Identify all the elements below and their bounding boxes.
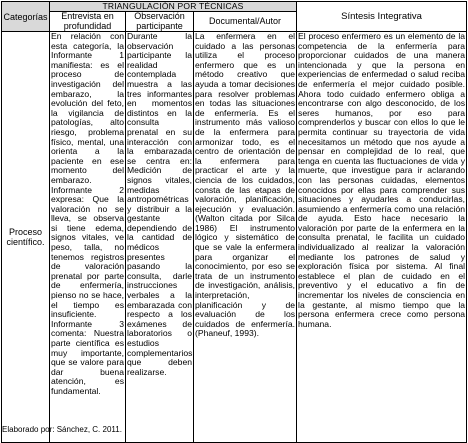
documental-cell (194, 32, 297, 443)
interview-text: En relación con esta categoría, la Informante 1 manifiesta: es el proceso de investigación del embarazo, la evolución del feto, la vigilancia de patologías, alto riesgo, problema físico, mental, una orienta a la paciente en ese momento del embarazo. Informante 2 expresa: Que la valoración no se lleva, se observa si tiene edema, signos vitales, ve peso, talla, no tenemos registros de valoración prenatal por parte de enfermería, pienso no se hace, el tiempo es insuficiente. Informante 3 comenta: Nuestra parte científica es muy importante, que se valore para dar buena atención, es fundamental. (51, 31, 124, 396)
header-synthesis: Síntesis Integrativa (297, 2, 467, 32)
header-observation: Observación participante (126, 12, 194, 32)
documental-text: La enfermera en el cuidado a las personas utiliza el proceso enfermero que es un método creativo que ayuda a tomar decisiones para resolver problemas en todas las situaciones de enfermería. Es el instrumento más valioso de la enfermera para armonizar todo, es el centro de orientación de la enfermera para practicar el arte y la ciencia de los cuidados, consta de las etapas de valoración, planificación, ejecución y evaluación. (Walton citada por Silca 1986) El instrumento lógico y sistemático de que se vale la enfermera para organizar el conocimiento, por eso se trata de un instrumento de investigación, análisis, interpretación, planificación y de evaluación de los cuidados de enfermería. (Phaneuf, 1993). (195, 31, 296, 339)
triangulation-table (1, 1, 467, 443)
observation-text: Durante la observación participante la realidad contemplada muestra a las tres informantes en momentos distintos en la consulta prenatal en su interacción con la embarazada se centra en: Medición de signos vitales, medidas antropométricas y distribuir a la gestante dependiendo de la cantidad de médicos presentes pasando la consulta, darle instrucciones verbales a la embarazada con respecto a los exámenes de laboratorios o estudios complementarios que deben realizarse. (127, 31, 193, 377)
interview-cell (50, 32, 126, 443)
table-row (2, 32, 467, 443)
header-categories: Categorías (2, 2, 50, 32)
synthesis-cell (297, 32, 467, 443)
observation-cell (126, 32, 194, 443)
source-footnote: Elaborado por: Sánchez, C. 2011. (2, 425, 122, 434)
header-triangulation: TRIANGULACIÓN POR TÉCNICAS (50, 2, 297, 12)
header-documental: Documental/Autor (194, 12, 297, 32)
synthesis-text: El proceso enfermero es un elemento de la competencia de la enfermería para proporcionar cuidados de una manera intencionada y que la persona en experiencias de enfermedad o salud reciba de enfermería el mejor cuidado posible. Ahora todo cuidado enfermero obliga a encontrarse con algo desconocido, de los seres humanos, por eso para comprenderlos y buscar con ellos lo que le permita continuar su trayectoria de vida necesitamos un método que nos ayude a pensar en complejidad de lo real, que tenga en cuenta las fluctuaciones de vida y muerte, que investigue para ir aclarando con las personas cuidadas, elementos conocidos por ellas para comprender sus situaciones y ayudarles a conducirlas, asumiendo a enfermería como una relación de ayuda. Esto hace necesario la valoración por parte de la enfermera en la consulta prenatal, le facilita un cuidado individualizado al realizar la valoración mediante los patrones de salud y exploración física por sistema. Al final establece el plan de cuidado en el preventivo y el educativo a fin de incrementar los niveles de consciencia en la gestante, al mismo tiempo que la persona enfermera crece como persona humana. (298, 31, 466, 329)
header-row-top (2, 2, 467, 12)
header-interview: Entrevista en profundidad (50, 12, 126, 32)
category-cell: Proceso científico. (2, 32, 50, 443)
